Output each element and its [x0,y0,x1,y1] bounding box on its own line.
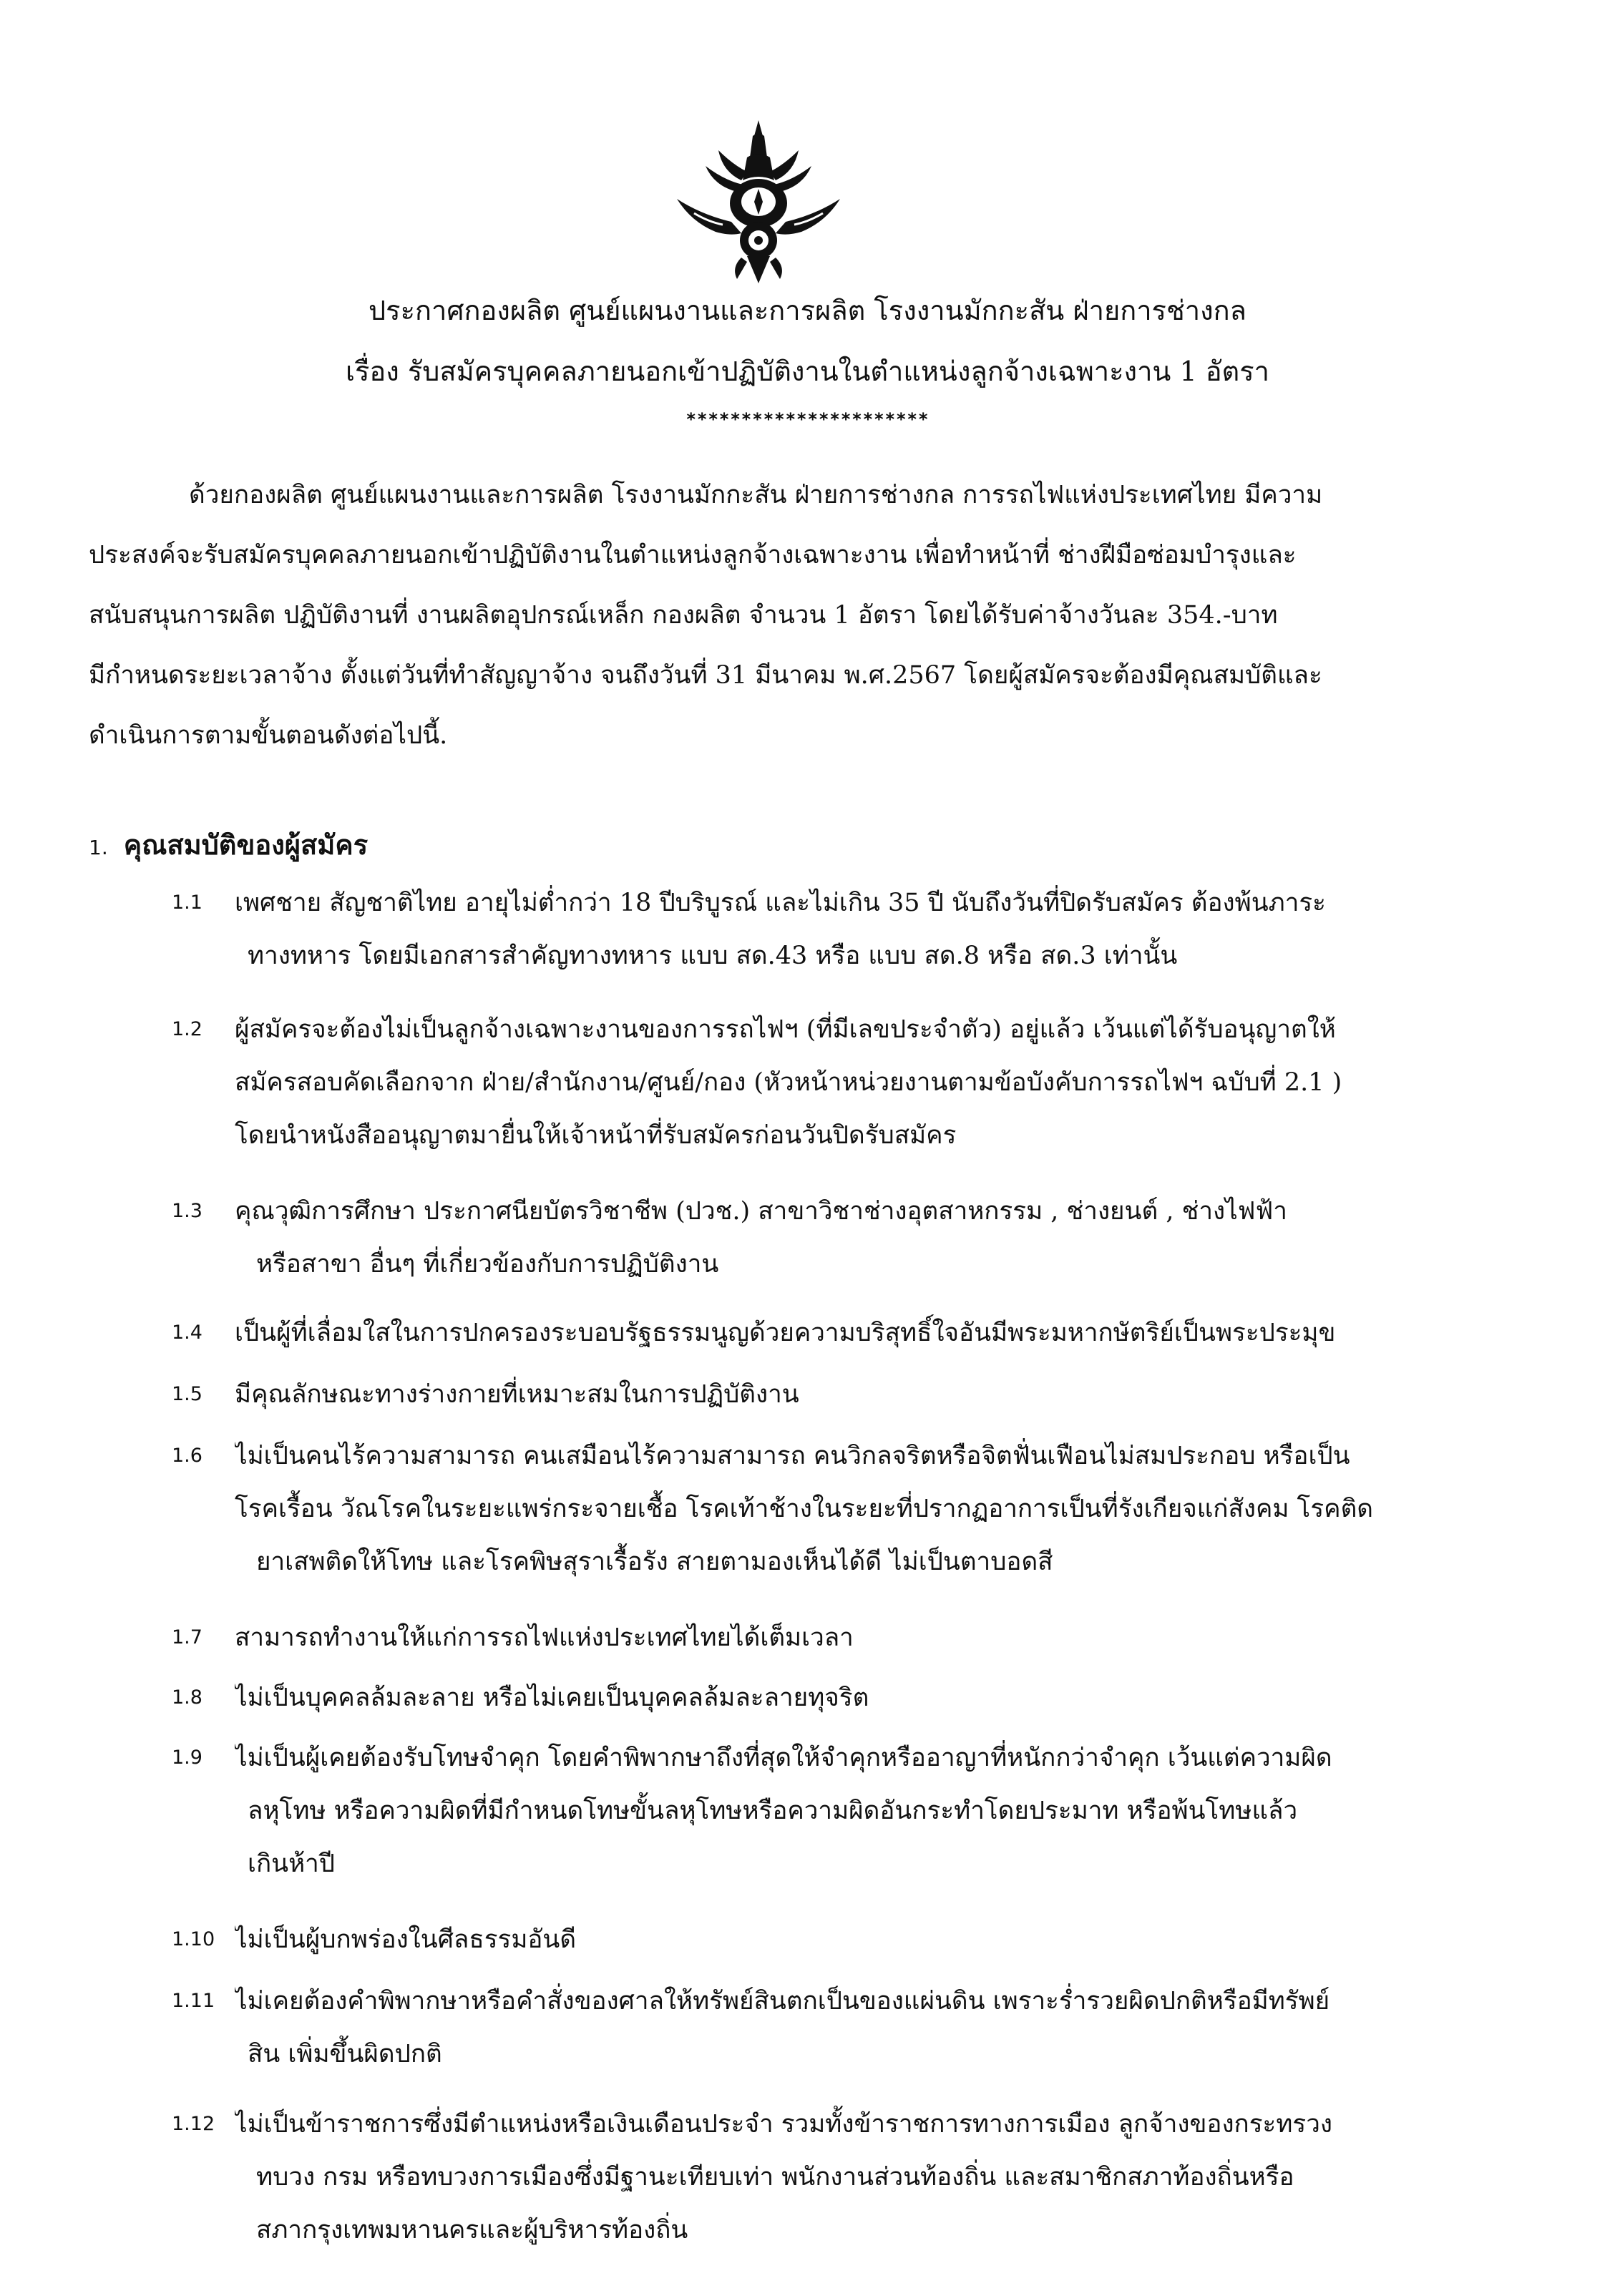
item-line: สิน เพิ่มขึ้นผิดปกติ [248,2040,442,2068]
item-line: ทางทหาร โดยมีเอกสารสำคัญทางทหาร แบบ สด.43 หรือ แบบ สด.8 หรือ สด.3 เท่านั้น [248,942,1178,970]
section-title: คุณสมบัติของผู้สมัคร [123,829,369,861]
item-number: 1.7 [172,1626,203,1648]
item-number: 1.6 [172,1445,203,1467]
announcement-subject: เรื่อง รับสมัครบุคคลภายนอกเข้าปฏิบัติงานในตำแหน่งลูกจ้างเฉพาะงาน 1 อัตรา [346,356,1269,387]
section-number: 1. [89,836,108,859]
item-line: สภากรุงเทพมหานครและผู้บริหารท้องถิ่น [256,2216,688,2244]
item-number: 1.11 [172,1990,215,2012]
item-line: หรือสาขา อื่นๆ ที่เกี่ยวข้องกับการปฏิบัติงาน [256,1250,719,1279]
item-line: ไม่เคยต้องคำพิพากษาหรือคำสั่งของศาลให้ทรัพย์สินตกเป็นของแผ่นดิน เพราะร่ำรวยผิดปกติหรือมีทรัพย์ [235,1987,1330,2016]
item-number: 1.4 [172,1322,203,1344]
intro-line: ด้วยกองผลิต ศูนย์แผนงานและการผลิต โรงงานมักกะสัน ฝ่ายการช่างกล การรถไฟแห่งประเทศไทย มีความ [189,481,1323,509]
item-line: ไม่เป็นข้าราชการซึ่งมีตำแหน่งหรือเงินเดือนประจำ รวมทั้งข้าราชการทางการเมือง ลูกจ้างของกระทรวง [235,2110,1332,2139]
item-line: เป็นผู้ที่เลื่อมใสในการปกครองระบอบรัฐธรรมนูญด้วยความบริสุทธิ์ใจอันมีพระมหากษัตริย์เป็นพระประมุข [235,1319,1336,1347]
srt-emblem-logo [673,114,844,286]
item-line: ไม่เป็นบุคคลล้มละลาย หรือไม่เคยเป็นบุคคลล้มละลายทุจริต [235,1684,869,1712]
item-line: ทบวง กรม หรือทบวงการเมืองซึ่งมีฐานะเทียบเท่า พนักงานส่วนท้องถิ่น และสมาชิกสภาท้องถิ่นหรือ [256,2163,1294,2192]
item-line: ลหุโทษ หรือความผิดที่มีกำหนดโทษขั้นลหุโทษหรือความผิดอันกระทำโดยประมาท หรือพ้นโทษแล้ว [248,1797,1298,1825]
item-number: 1.2 [172,1018,203,1040]
section-heading-qualifications [89,823,368,866]
item-line: ผู้สมัครจะต้องไม่เป็นลูกจ้างเฉพาะงานของการรถไฟฯ (ที่มีเลขประจำตัว) อยู่แล้ว เว้นแต่ได้รับอนุญาตให้ [235,1015,1336,1044]
title-separator: ********************** [685,409,930,429]
item-line: ไม่เป็นผู้บกพร่องในศีลธรรมอันดี [235,1925,577,1954]
item-number: 1.3 [172,1200,203,1222]
item-line: โรคเรื้อน วัณโรคในระยะแพร่กระจายเชื้อ โรคเท้าช้างในระยะที่ปรากฏอาการเป็นที่รังเกียจแก่สังคม โรคติด [235,1495,1374,1523]
intro-paragraph [89,465,1527,766]
intro-line: ดำเนินการตามขั้นตอนดังต่อไปนี้. [89,721,448,750]
item-number: 1.1 [172,891,203,914]
item-number: 1.12 [172,2113,215,2135]
item-number: 1.8 [172,1686,203,1709]
item-line: ไม่เป็นคนไร้ความสามารถ คนเสมือนไร้ความสามารถ คนวิกลจริตหรือจิตฟั่นเฟือนไม่สมประกอบ หรือเป็น [235,1442,1350,1470]
intro-line: มีกำหนดระยะเวลาจ้าง ตั้งแต่วันที่ทำสัญญาจ้าง จนถึงวันที่ 31 มีนาคม พ.ศ.2567 โดยผู้สมัครจะต้องมีคุณสมบัติและ [89,661,1322,690]
announcement-title: ประกาศกองผลิต ศูนย์แผนงานและการผลิต โรงงานมักกะสัน ฝ่ายการช่างกล [369,295,1246,326]
item-line: คุณวุฒิการศึกษา ประกาศนียบัตรวิชาชีพ (ปวช.) สาขาวิชาช่างอุตสาหกรรม , ช่างยนต์ , ช่างไฟฟ้า [235,1197,1287,1226]
item-number: 1.10 [172,1928,215,1950]
item-number: 1.9 [172,1747,203,1769]
item-number: 1.5 [172,1383,203,1405]
item-line: เกินห้าปี [248,1850,336,1878]
item-line: เพศชาย สัญชาติไทย อายุไม่ต่ำกว่า 18 ปีบริบูรณ์ และไม่เกิน 35 ปี นับถึงวันที่ปิดรับสมัคร ต้องพ้นภาระ [235,889,1326,917]
item-line: ไม่เป็นผู้เคยต้องรับโทษจำคุก โดยคำพิพากษาถึงที่สุดให้จำคุกหรืออาญาที่หนักกว่าจำคุก เว้นแต่ความผิด [235,1744,1332,1772]
item-line: สมัครสอบคัดเลือกจาก ฝ่าย/สำนักงาน/ศูนย์/กอง (หัวหน้าหน่วยงานตามข้อบังคับการรถไฟฯ ฉบับที่ 2.1 ) [235,1068,1342,1097]
item-line: โดยนำหนังสืออนุญาตมายื่นให้เจ้าหน้าที่รับสมัครก่อนวันปิดรับสมัคร [235,1121,957,1150]
item-line: สามารถทำงานให้แก่การรถไฟแห่งประเทศไทยได้เต็มเวลา [235,1623,854,1652]
intro-line: ประสงค์จะรับสมัครบุคคลภายนอกเข้าปฏิบัติงานในตำแหน่งลูกจ้างเฉพาะงาน เพื่อทำหน้าที่ ช่างฝีมือซ่อมบำรุงและ [89,541,1297,570]
intro-line: สนับสนุนการผลิต ปฏิบัติงานที่ งานผลิตอุปกรณ์เหล็ก กองผลิต จำนวน 1 อัตรา โดยได้รับค่าจ้างวันละ 354.-บาท [89,601,1278,630]
item-line: มีคุณลักษณะทางร่างกายที่เหมาะสมในการปฏิบัติงาน [235,1380,799,1409]
item-line: ยาเสพติดให้โทษ และโรคพิษสุราเรื้อรัง สายตามองเห็นได้ดี ไม่เป็นตาบอดสี [256,1548,1053,1576]
